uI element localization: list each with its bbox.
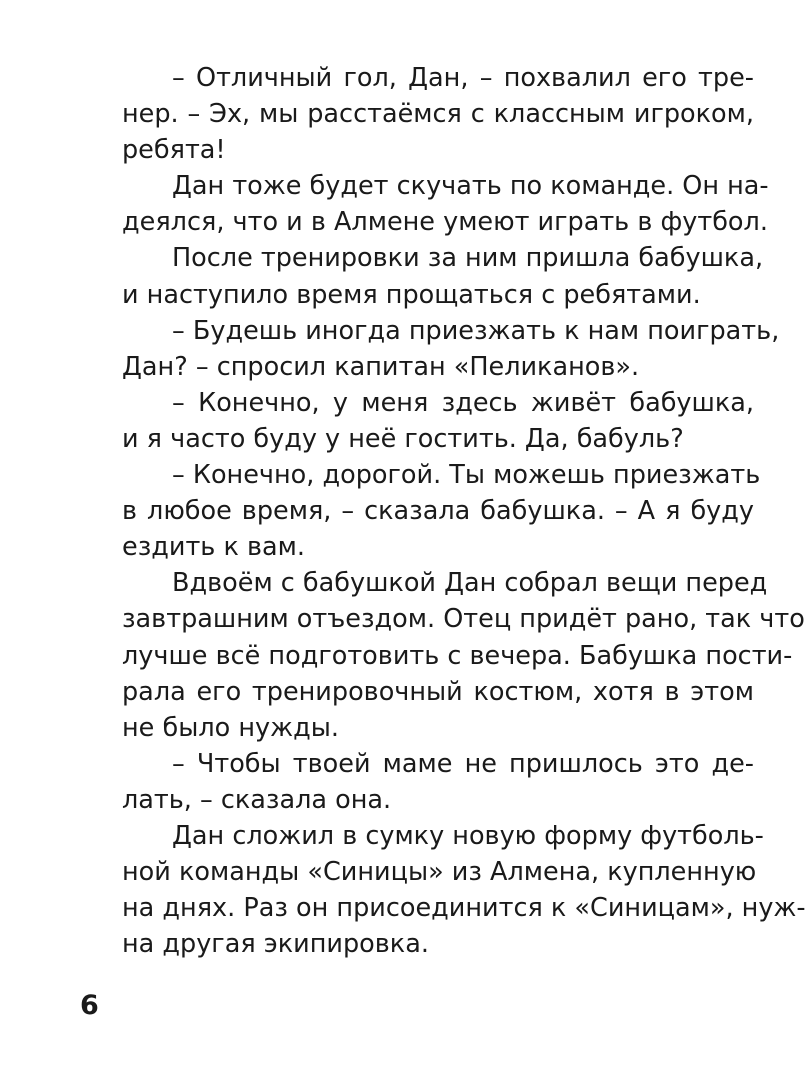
text-line: нер. – Эх, мы расстаёмся с классным игроком,: [122, 99, 754, 130]
text-line: ной команды «Синицы» из Алмена, купленную: [122, 857, 757, 888]
body-text: [122, 60, 806, 962]
text-line: на другая экипировка.: [122, 929, 429, 960]
text-line: на днях. Раз он присоединится к «Синицам», нуж-: [122, 893, 806, 924]
text-line: ребята!: [122, 135, 226, 166]
text-line: После тренировки за ним пришла бабушка,: [172, 243, 764, 274]
text-line: – Отличный гол, Дан, – похвалил его тре-: [172, 63, 754, 93]
page-number: 6: [80, 990, 99, 1021]
text-line: завтрашним отъездом. Отец придёт рано, так что: [122, 604, 805, 635]
text-line: – Конечно, дорогой. Ты можешь приезжать: [172, 460, 761, 491]
text-line: не было нужды.: [122, 712, 339, 743]
text-line: и я часто буду у неё гостить. Да, бабуль?: [122, 423, 684, 454]
text-line: рала его тренировочный костюм, хотя в этом: [122, 676, 754, 707]
text-line: лучше всё подготовить с вечера. Бабушка пости-: [122, 640, 793, 671]
text-line: и наступило время прощаться с ребятами.: [122, 279, 701, 310]
text-line: ездить к вам.: [122, 532, 305, 563]
text-line: Дан тоже будет скучать по команде. Он на-: [172, 171, 769, 202]
text-line: – Конечно, у меня здесь живёт бабушка,: [172, 387, 754, 418]
text-line: деялся, что и в Алмене умеют играть в футбол.: [122, 207, 768, 238]
text-line: Дан? – спросил капитан «Пеликанов».: [122, 351, 640, 382]
text-line: – Чтобы твоей маме не пришлось это де-: [172, 748, 754, 779]
text-line: в любое время, – сказала бабушка. – А я буду: [122, 496, 754, 527]
text-line: Вдвоём с бабушкой Дан собрал вещи перед: [172, 568, 768, 599]
text-line: лать, – сказала она.: [122, 784, 392, 815]
text-line: Дан сложил в сумку новую форму футболь-: [172, 820, 764, 851]
text-line: – Будешь иногда приезжать к нам поиграть,: [172, 315, 780, 346]
